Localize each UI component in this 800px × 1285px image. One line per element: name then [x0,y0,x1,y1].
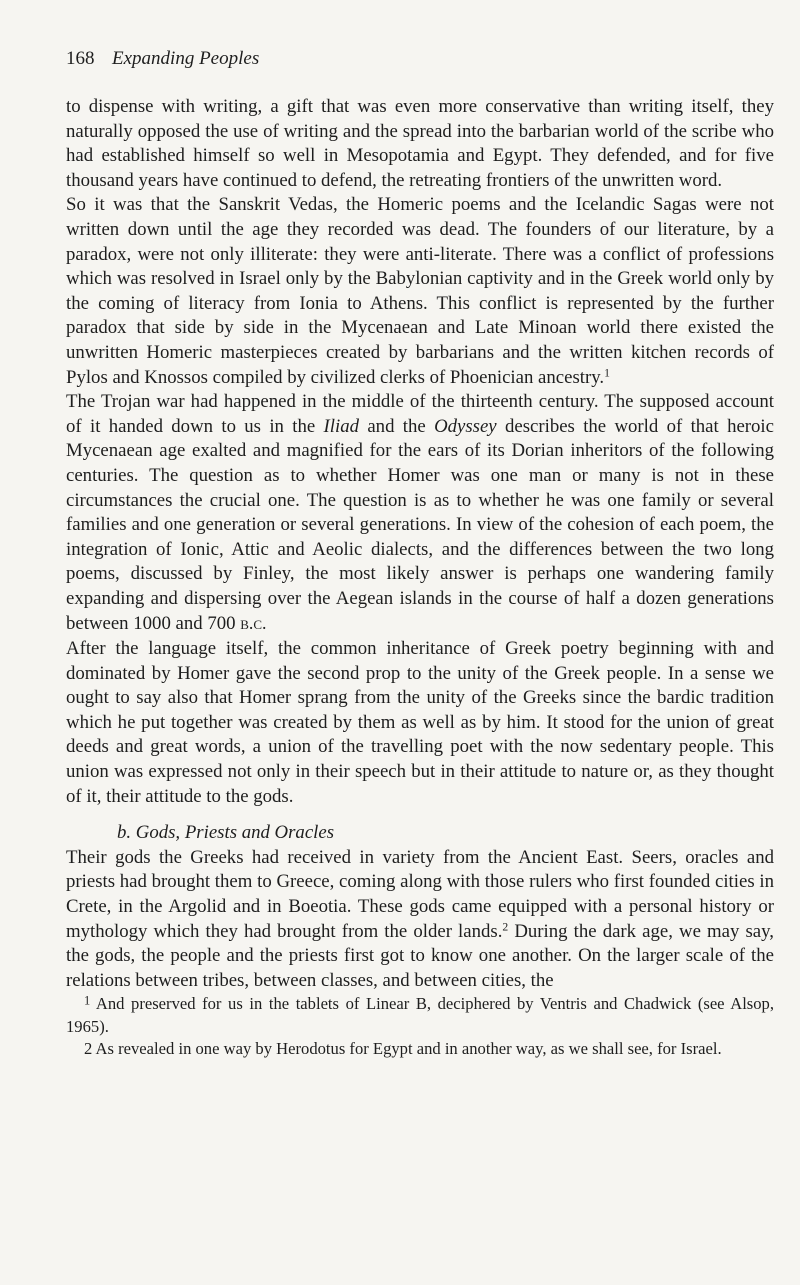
footnote-text: As revealed in one way by Herodotus for Egypt and in another way, as we shall see, for Israel. [95,1039,722,1059]
section-heading: b. Gods, Priests and Oracles [117,822,335,844]
paragraph-text: describes the world of that heroic Mycenaean age exalted and magnified for the ears of its Dorian inheritors of the following centuries. The question as to whether Homer was one man or many is not in these circumstances the crucial one. The question is as to whether he was one family or several families and one generation or several generations. In view of the cohesion of each poem, the integration of Ionic, Attic and Aeolic dialects, and the differences between the two long poems, discussed by Finley, the most likely answer is perhaps one wandering family expanding and dispersing over the Aegean islands in the course of half a dozen generations between 1000 and 700 [66,415,774,635]
work-title-odyssey: Odyssey [434,415,497,437]
paragraph-text: and the [359,415,435,437]
page-number: 168 [66,48,95,69]
paragraph-text: to dispense with writing, a gift that was even more conservative than writing itself, they naturally opposed the use of writing and the spread into the barbarian world of the scribe who had established himself so well in Mesopotamia and Egypt. They defended, and for five thousand years have continued to defend, the retreating frontiers of the unwritten word. [66,96,774,191]
footnote-mark: 2 [84,1039,93,1059]
footnote [66,1038,774,1060]
running-head [66,47,259,71]
paragraph-text: So it was that the Sanskrit Vedas, the Homeric poems and the Icelandic Sagas were not written down until the age they recorded was dead. The founders of our literature, by a paradox, were not only illiterate: they were anti-literate. There was a conflict of professions which was resolved in Israel only by the Babylonian captivity and in the Greek world only by the coming of literacy from Ionia to Athens. This conflict is represented by the further paradox that side by side in the Mycenaean and Late Minoan world there existed the unwritten Homeric masterpieces created by barbarians and the written kitchen records of Pylos and Knossos compiled by civilized clerks of Phoenician ancestry. [66,194,774,388]
footnote-text: And preserved for us in the tablets of Linear B, deciphered by Ventris and Chadwick (see Alsop, 1965). [66,994,775,1036]
paragraph [66,390,774,637]
footnote-reference: 1 [604,366,610,380]
work-title-iliad: Iliad [323,415,360,437]
paragraph-text: Their gods the Greeks had received in variety from the Ancient East. Seers, oracles and priests had brought them to Greece, coming along with those rulers who first founded cities in Crete, in the Argolid and in Boeotia. These gods came equipped with a personal history or mythology which they had brought from the older lands. [66,846,774,942]
footnotes [66,993,774,1060]
paragraph [66,193,774,390]
paragraph [66,637,774,809]
paragraph-text: After the language itself, the common inheritance of Greek poetry beginning with and dominated by Homer gave the second prop to the unity of the Greek people. In a sense we ought to say also that Homer sprang from the unity of the Greeks since the bardic tradition which he put together was created by them as well as by him. It stood for the union of great deeds and great words, a union of the travelling poet with the now sedentary people. This union was expressed not only in their speech but in their attitude to nature or, as they thought of it, their attitude to the gods. [66,638,774,807]
running-title: Expanding Peoples [112,48,260,69]
footnote [66,993,774,1038]
paragraph [66,95,774,193]
paragraph-text: During the dark age, we may say, the gods, the people and the priests first got to know one another. On the larger scale of the relations between tribes, between classes, and between cities, the [66,920,775,991]
paragraph [66,846,774,994]
footnote-reference: 2 [502,920,509,934]
paragraph-text: The Trojan war had happened in the middle of the thirteenth century. The supposed account of it handed down to us in the [66,391,774,437]
body-text [66,95,774,1061]
footnote-mark: 1 [84,994,91,1009]
era-abbreviation: b.c. [240,613,267,634]
